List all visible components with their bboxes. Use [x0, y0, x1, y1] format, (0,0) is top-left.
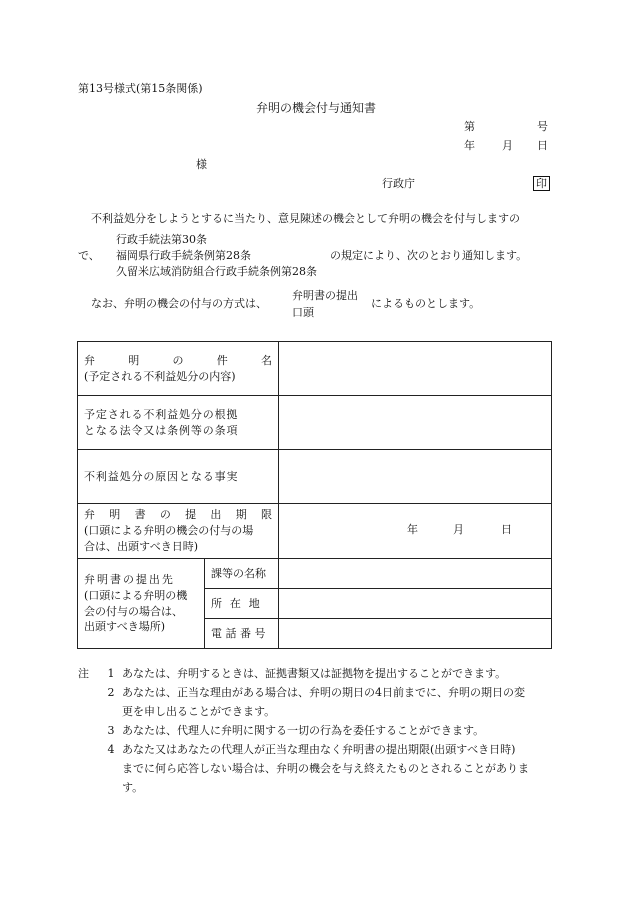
note-1-text: あなたは、弁明するときは、証拠書類又は証拠物を提出することができます。: [122, 667, 507, 680]
basis-label-cell: [78, 396, 279, 450]
addressee-honorific: 様: [196, 158, 207, 171]
destination-label-3: 会の付与の場合は、: [84, 604, 183, 618]
subject-sublabel: (予定される不利益処分の内容): [84, 369, 236, 383]
deadline-day: 日: [501, 523, 512, 536]
destination-label-2: (口頭による弁明の機: [84, 588, 188, 602]
date-year: 年: [464, 139, 475, 152]
subject-label-cell: [78, 342, 279, 396]
agency-label: 行政庁: [382, 177, 415, 190]
row-basis: [78, 396, 552, 450]
form-number-label: 第13号様式(第15条関係): [78, 82, 203, 95]
address-value[interactable]: [279, 589, 552, 619]
row-cause: [78, 450, 552, 504]
note-3-number: 3: [107, 724, 115, 737]
note-2-text-b: 更を申し出ることができます。: [122, 705, 276, 718]
deadline-value[interactable]: [279, 504, 552, 559]
row-deadline: [78, 504, 552, 559]
note-2-number: 2: [107, 686, 115, 699]
method-suffix: によるものとします。: [371, 297, 481, 310]
note-1-number: 1: [107, 667, 115, 680]
phone-label: 電 話 番 号: [205, 619, 279, 649]
deadline-label-cell: [78, 504, 279, 559]
cause-label: 不利益処分の原因となる事実: [78, 450, 279, 504]
law-option-2: 福岡県行政手続条例第28条: [116, 249, 251, 262]
subject-value[interactable]: [279, 342, 552, 396]
seal-mark: 印: [533, 176, 550, 191]
dept-name-label: 課等の名称: [205, 559, 279, 589]
law-option-1: 行政手続法第30条: [116, 233, 207, 246]
intro-after-law: の規定により、次のとおり通知します。: [330, 249, 528, 262]
note-2-text-a: あなたは、正当な理由がある場合は、弁明の期日の4日前までに、弁明の期日の変: [122, 686, 525, 699]
document-title: 弁明の機会付与通知書: [256, 101, 377, 115]
method-prefix: なお、弁明の機会の付与の方式は、: [91, 297, 267, 310]
destination-label-cell: [78, 559, 205, 649]
number-prefix: 第: [464, 120, 475, 133]
row-destination-name: [78, 559, 552, 589]
basis-label-2: となる法令又は条例等の条項: [84, 423, 239, 437]
subject-label: 弁 明 の 件 名: [84, 353, 272, 367]
destination-label-4: 出頭すべき場所): [84, 620, 166, 634]
method-option-written: 弁明書の提出: [292, 289, 358, 302]
row-subject: [78, 342, 552, 396]
note-3: [78, 721, 558, 740]
deadline-year: 年: [407, 523, 418, 536]
law-option-3: 久留米広域消防組合行政手続条例第28条: [116, 265, 317, 278]
note-2: [78, 683, 558, 702]
note-4-text-c: す。: [122, 781, 144, 794]
notes-label: 注: [78, 667, 89, 680]
note-1: [78, 664, 558, 683]
deadline-sub-2: 合は、出頭すべき日時): [84, 539, 199, 553]
notes-section: [78, 664, 558, 797]
address-label: 所 在 地: [205, 589, 279, 619]
phone-value[interactable]: [279, 619, 552, 649]
dept-name-value[interactable]: [279, 559, 552, 589]
basis-label-1: 予定される不利益処分の根拠: [84, 407, 239, 421]
date-day: 日: [537, 139, 548, 152]
note-3-text: あなたは、代理人に弁明に関する一切の行為を委任することができます。: [122, 724, 485, 737]
deadline-sub-1: (口頭による弁明の機会の付与の場: [84, 524, 254, 538]
note-4: [78, 740, 558, 759]
intro-line-1: 不利益処分をしようとするに当たり、意見陳述の機会として弁明の機会を付与しますの: [91, 212, 520, 225]
destination-label-1: 弁明書の提出先: [84, 572, 175, 586]
note-4-number: 4: [107, 743, 115, 756]
method-option-oral: 口頭: [292, 306, 314, 319]
cause-value[interactable]: [279, 450, 552, 504]
deadline-month: 月: [453, 523, 464, 536]
basis-value[interactable]: [279, 396, 552, 450]
note-4-text-a: あなた又はあなたの代理人が正当な理由なく弁明書の提出期限(出頭すべき日時): [122, 743, 516, 756]
note-4-text-b: までに何ら応答しない場合は、弁明の機会を与え終えたものとされることがありま: [122, 762, 529, 775]
notice-table: [77, 341, 552, 649]
number-suffix: 号: [537, 120, 548, 133]
intro-de: で、: [78, 249, 100, 262]
deadline-label: 弁 明 書 の 提 出 期 限: [84, 508, 272, 522]
date-month: 月: [502, 139, 513, 152]
